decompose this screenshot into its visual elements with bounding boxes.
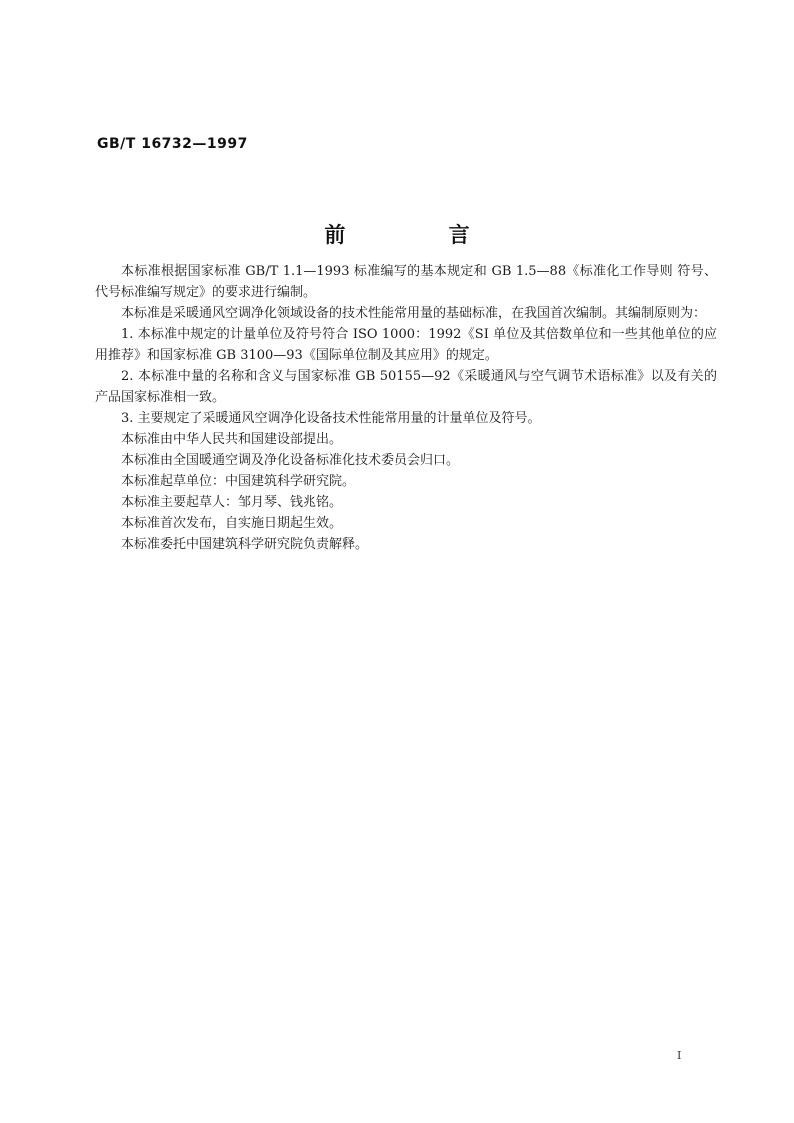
paragraph-basis: 本标准根据国家标准 GB/T 1.1—1993 标准编写的基本规定和 GB 1.5—88《标准化工作导则 符号、代号标准编写规定》的要求进行编制。 <box>95 264 717 300</box>
paragraph-principle-3: 3. 主要规定了采暖通风空调净化设备技术性能常用量的计量单位及符号。 <box>121 411 541 426</box>
paragraph-principle-2: 2. 本标准中量的名称和含义与国家标准 GB 50155—92《采暖通风与空气调节术语标准》以及有关的产品国家标准相一致。 <box>95 369 717 405</box>
foreword-body <box>95 261 717 555</box>
paragraph-responsible-committee: 本标准由全国暖通空调及净化设备标准化技术委员会归口。 <box>121 453 460 468</box>
paragraph-drafters: 本标准主要起草人：邹月琴、钱兆铭。 <box>121 495 343 510</box>
paragraph-first-release: 本标准首次发布，自实施日期起生效。 <box>121 516 343 531</box>
paragraph-drafting-unit: 本标准起草单位：中国建筑科学研究院。 <box>121 474 356 489</box>
page-title: 前 言 <box>324 223 518 247</box>
page-number: I <box>677 1049 682 1062</box>
paragraph-proposed-by: 本标准由中华人民共和国建设部提出。 <box>121 432 343 447</box>
paragraph-interpretation: 本标准委托中国建筑科学研究院负责解释。 <box>121 537 369 552</box>
paragraph-principle-1: 1. 本标准中规定的计量单位及符号符合 ISO 1000：1992《SI 单位及其倍数单位和一些其他单位的应用推荐》和国家标准 GB 3100—93《国际单位制及其应用》的规定。 <box>95 327 717 363</box>
standard-code: GB/T 16732—1997 <box>97 136 248 152</box>
paragraph-principles-intro: 本标准是采暖通风空调净化领域设备的技术性能常用量的基础标准，在我国首次编制。其编制原则为： <box>121 306 707 321</box>
